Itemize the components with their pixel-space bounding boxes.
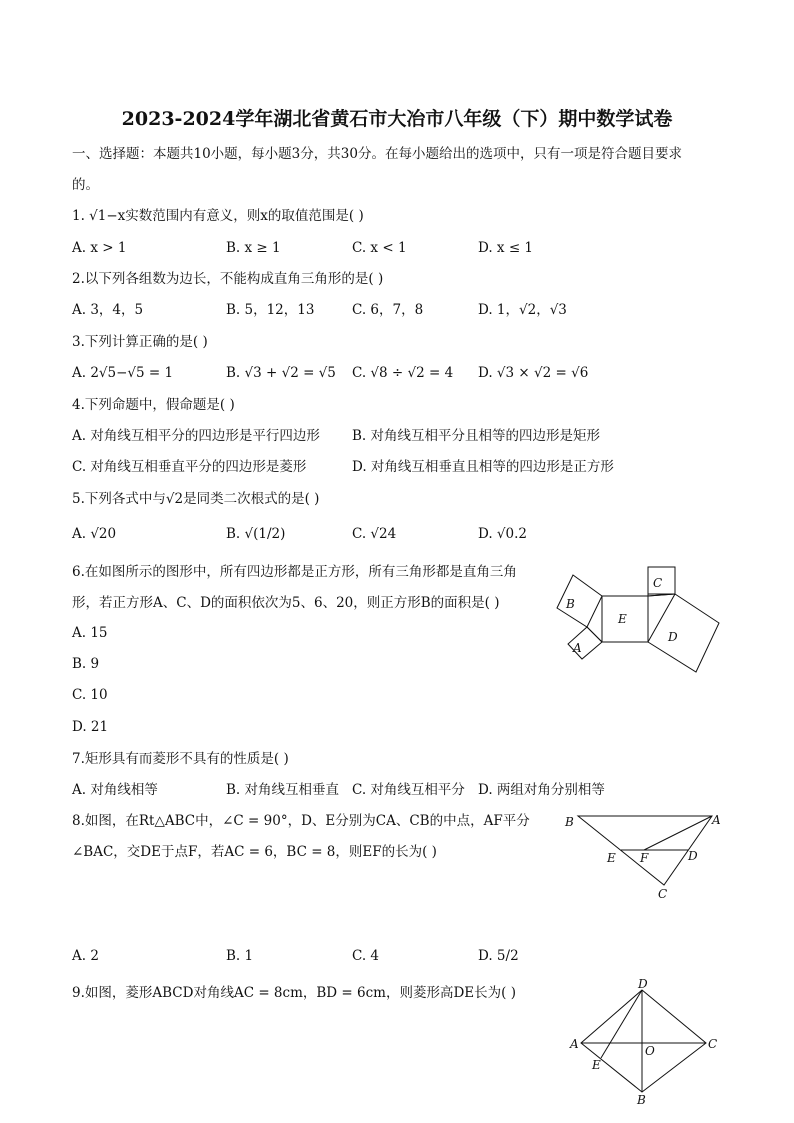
label-a: A xyxy=(573,641,582,655)
label-d: D xyxy=(688,849,698,863)
q2-option-d: D. 1，√2，√3 xyxy=(478,302,567,318)
label-b: B xyxy=(565,815,574,829)
triangle-left xyxy=(587,627,602,642)
q7-option-a: A. 对角线相等 xyxy=(72,782,158,798)
question-3-stem: 3.下列计算正确的是( ) xyxy=(72,334,208,350)
q6-figure xyxy=(548,560,728,680)
q1-option-b: B. x ≥ 1 xyxy=(226,240,281,256)
label-a: A xyxy=(570,1037,579,1051)
square-b xyxy=(557,575,602,627)
q2-option-a: A. 3，4，5 xyxy=(72,302,144,318)
q1-option-d: D. x ≤ 1 xyxy=(478,240,534,256)
label-e: E xyxy=(618,612,627,626)
label-f: F xyxy=(640,851,649,865)
page-title: 2023-2024学年湖北省黄石市大冶市八年级（下）期中数学试卷 xyxy=(121,108,673,130)
label-e: E xyxy=(607,851,616,865)
q1-option-c: C. x < 1 xyxy=(352,240,407,256)
section-heading-cont: 的。 xyxy=(72,177,99,193)
q6-option-b: B. 9 xyxy=(72,656,100,672)
label-e: E xyxy=(592,1058,601,1072)
section-heading: 一、选择题：本题共10小题，每小题3分，共30分。在每小题给出的选项中，只有一项是符合题目要求 xyxy=(72,146,682,162)
q9-figure xyxy=(566,977,726,1107)
q4-option-c: C. 对角线互相垂直平分的四边形是菱形 xyxy=(72,459,307,475)
q8-option-d: D. 5/2 xyxy=(478,948,519,964)
q3-option-a: A. 2√5−√5 = 1 xyxy=(72,365,174,381)
label-a: A xyxy=(712,813,721,827)
q8-option-a: A. 2 xyxy=(72,948,99,964)
label-d: D xyxy=(668,630,678,644)
q6-option-d: D. 21 xyxy=(72,719,109,735)
segment-af xyxy=(644,816,712,850)
square-d xyxy=(648,594,719,672)
altitude-de xyxy=(601,990,642,1058)
q8-option-c: C. 4 xyxy=(352,948,380,964)
question-6-stem: 6.在如图所示的图形中，所有四边形都是正方形，所有三角形都是直角三角 xyxy=(72,564,517,580)
q2-option-b: B. 5，12，13 xyxy=(226,302,315,318)
q1-option-a: A. x > 1 xyxy=(72,240,127,256)
q8-option-b: B. 1 xyxy=(226,948,254,964)
question-4-stem: 4.下列命题中，假命题是( ) xyxy=(72,397,235,413)
q6-option-c: C. 10 xyxy=(72,687,108,703)
q5-option-a: A. √20 xyxy=(72,526,117,542)
q4-option-b: B. 对角线互相平分且相等的四边形是矩形 xyxy=(352,428,601,444)
q3-option-c: C. √8 ÷ √2 = 4 xyxy=(352,365,454,381)
label-b: B xyxy=(566,597,575,611)
question-5-stem: 5.下列各式中与√2是同类二次根式的是( ) xyxy=(72,491,320,507)
label-o: O xyxy=(645,1044,655,1058)
label-d: D xyxy=(638,977,648,991)
q7-option-d: D. 两组对角分别相等 xyxy=(478,782,605,798)
q6-option-a: A. 15 xyxy=(72,625,108,641)
question-6-stem-cont: 形，若正方形A、C、D的面积依次为5、6、20，则正方形B的面积是( ) xyxy=(72,595,500,611)
q5-option-b: B. √(1/2) xyxy=(226,526,286,542)
question-2-stem: 2.以下列各组数为边长，不能构成直角三角形的是( ) xyxy=(72,271,384,287)
question-8-stem: 8.如图，在Rt△ABC中，∠C = 90°，D、E分别为CA、CB的中点，AF平分 xyxy=(72,813,530,829)
question-7-stem: 7.矩形具有而菱形不具有的性质是( ) xyxy=(72,751,289,767)
q2-option-c: C. 6，7，8 xyxy=(352,302,424,318)
q3-option-d: D. √3 × √2 = √6 xyxy=(478,365,589,381)
q8-figure xyxy=(560,808,730,903)
q4-option-d: D. 对角线互相垂直且相等的四边形是正方形 xyxy=(352,459,614,475)
label-b: B xyxy=(637,1093,646,1107)
q5-option-c: C. √24 xyxy=(352,526,397,542)
label-c: C xyxy=(708,1037,718,1051)
q3-option-b: B. √3 + √2 = √5 xyxy=(226,365,336,381)
q5-option-d: D. √0.2 xyxy=(478,526,527,542)
q7-option-b: B. 对角线互相垂直 xyxy=(226,782,340,798)
question-8-stem-cont: ∠BAC，交DE于点F，若AC = 6，BC = 8，则EF的长为( ) xyxy=(72,844,437,860)
question-1-stem: 1. √1−x实数范围内有意义，则x的取值范围是( ) xyxy=(72,208,364,224)
question-9-stem: 9.如图，菱形ABCD对角线AC = 8cm，BD = 6cm，则菱形高DE长为( ) xyxy=(72,985,516,1001)
label-c: C xyxy=(653,576,663,590)
q4-option-a: A. 对角线互相平分的四边形是平行四边形 xyxy=(72,428,320,444)
q7-option-c: C. 对角线互相平分 xyxy=(352,782,465,798)
label-c: C xyxy=(658,887,668,901)
rhombus-abcd xyxy=(581,990,706,1092)
